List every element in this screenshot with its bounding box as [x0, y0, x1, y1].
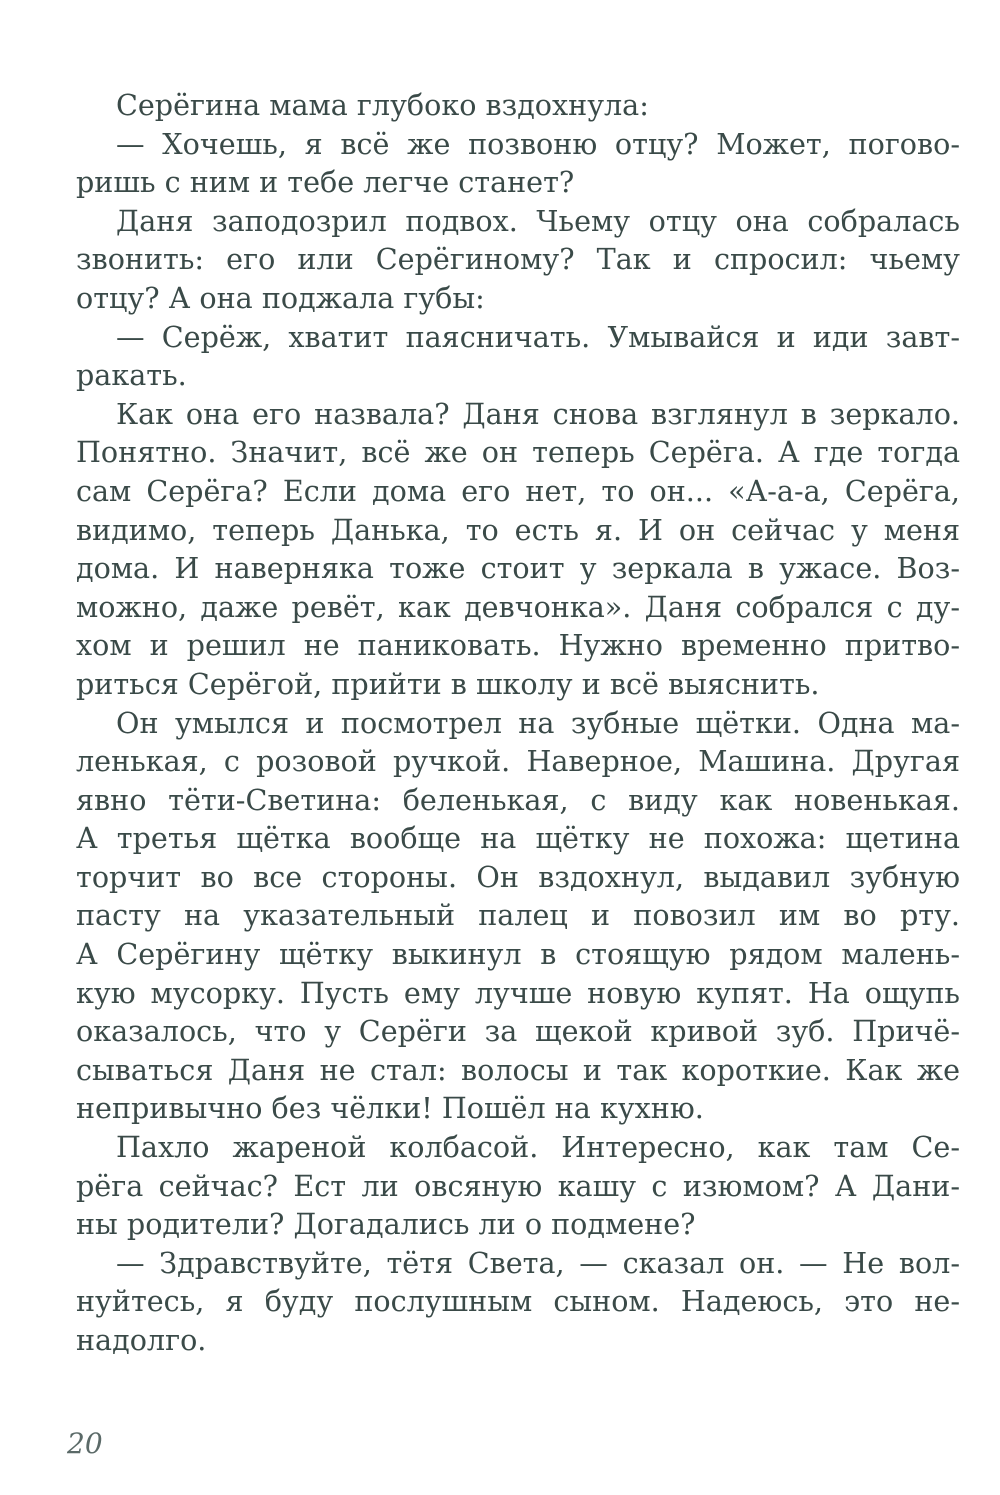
text-line: надолго.: [76, 1323, 207, 1357]
text-line: хом и решил не паниковать. Нужно временно притво-: [76, 628, 960, 663]
text-line: явно тёти-Светина: беленькая, с виду как новенькая.: [76, 782, 960, 817]
text-line: пасту на указательный палец и повозил им во рту.: [76, 898, 960, 933]
text-line: Даня заподозрил подвох. Чьему отцу она собралась: [116, 203, 960, 238]
text-line: рёга сейчас? Ест ли овсяную кашу с изюмом? А Дани-: [76, 1168, 960, 1203]
page-number: 20: [67, 1427, 103, 1460]
text-line: Он умылся и посмотрел на зубные щётки. Одна ма-: [116, 705, 960, 740]
paragraph: [76, 86, 960, 125]
text-line: Как она его назвала? Даня снова взглянул в зеркало.: [116, 396, 960, 431]
text-line: можно, даже ревёт, как девчонка». Даня собрался с ду-: [76, 589, 960, 624]
text-line: сам Серёга? Если дома его нет, то он... «А-а-а, Серёга,: [76, 473, 960, 508]
text-line: кую мусорку. Пусть ему лучше новую купят. На ощупь: [76, 975, 960, 1010]
text-line: непривычно без чёлки! Пошёл на кухню.: [76, 1091, 704, 1126]
text-line: дома. И наверняка тоже стоит у зеркала в ужасе. Воз-: [76, 551, 960, 586]
paragraph: [76, 1244, 960, 1360]
text-line: ракать.: [76, 358, 187, 393]
text-line: ришь с ним и тебе легче станет?: [76, 165, 575, 200]
text-line: А Серёгину щётку выкинул в стоящую рядом малень-: [76, 937, 960, 972]
text-line: видимо, теперь Данька, то есть я. И он сейчас у меня: [76, 512, 960, 547]
body-text: [76, 86, 960, 1360]
paragraph: [76, 318, 960, 395]
text-line: нуйтесь, я буду послушным сыном. Надеюсь, это не-: [76, 1284, 960, 1319]
paragraph: [76, 395, 960, 704]
text-line: отцу? А она поджала губы:: [76, 280, 485, 315]
text-line: ленькая, с розовой ручкой. Наверное, Машина. Другая: [76, 744, 960, 779]
text-line: риться Серёгой, прийти в школу и всё выяснить.: [76, 666, 820, 701]
text-line: торчит во все стороны. Он вздохнул, выдавил зубную: [76, 859, 960, 894]
paragraph: [76, 202, 960, 318]
paragraph: [76, 1128, 960, 1244]
paragraph: [76, 125, 960, 202]
text-line: А третья щётка вообще на щётку не похожа: щетина: [76, 821, 960, 856]
text-line: Серёгина мама глубоко вздохнула:: [116, 88, 649, 122]
text-line: — Здравствуйте, тётя Света, — сказал он. — Не вол-: [116, 1245, 960, 1280]
text-line: звонить: его или Серёгиному? Так и спросил: чьему: [76, 242, 960, 277]
text-line: Понятно. Значит, всё же он теперь Серёга. А где тогда: [76, 435, 960, 470]
text-line: оказалось, что у Серёги за щекой кривой зуб. Причё-: [76, 1014, 960, 1049]
text-line: — Хочешь, я всё же позвоню отцу? Может, погово-: [116, 126, 960, 161]
text-line: сываться Даня не стал: волосы и так короткие. Как же: [76, 1052, 960, 1087]
text-line: — Серёж, хватит паясничать. Умывайся и иди завт-: [116, 319, 960, 354]
paragraph: [76, 704, 960, 1129]
text-line: Пахло жареной колбасой. Интересно, как там Се-: [116, 1130, 960, 1165]
text-line: ны родители? Догадались ли о подмене?: [76, 1207, 696, 1242]
